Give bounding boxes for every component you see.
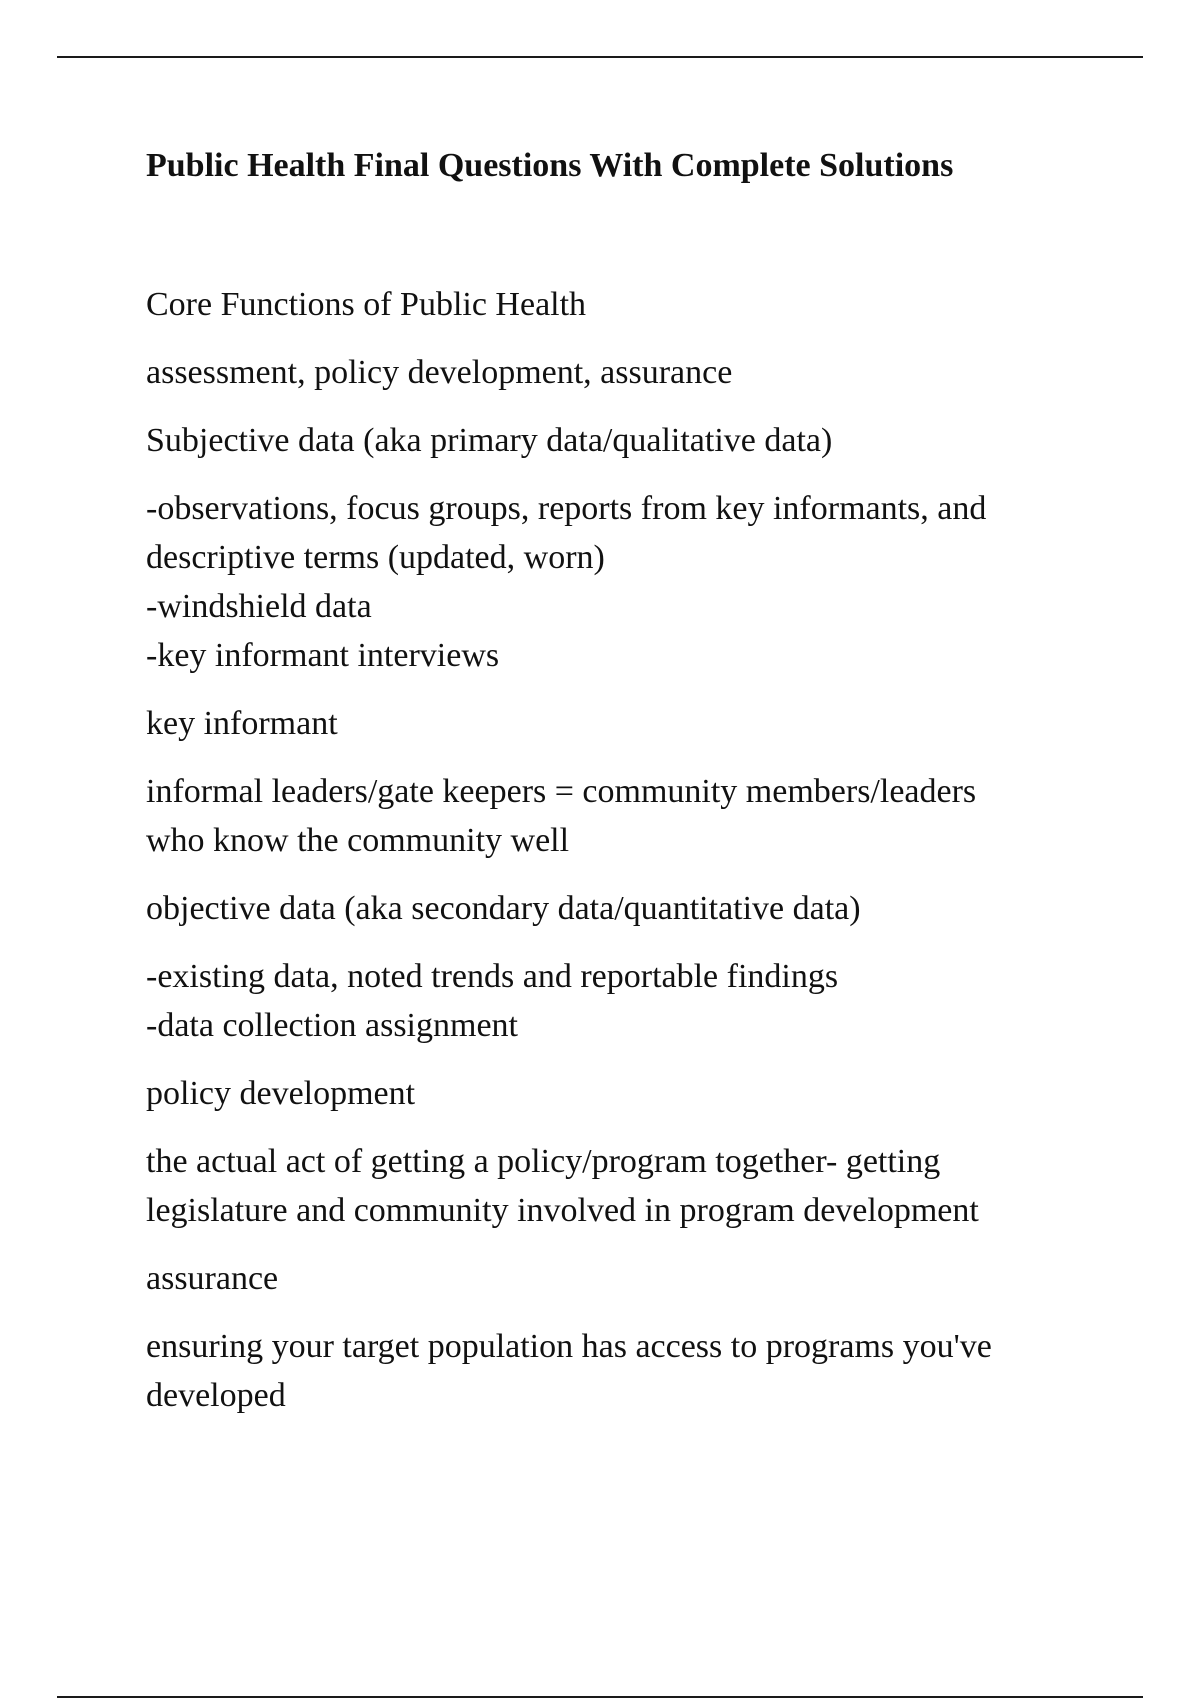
text-line: key informant — [146, 705, 338, 742]
text-line: assessment, policy development, assurance — [146, 354, 733, 391]
definition-subjective-data — [146, 484, 1076, 680]
text-line: informal leaders/gate keepers = community members/leaders — [146, 773, 977, 810]
text-line: who know the community well — [146, 822, 570, 859]
term-subjective-data — [146, 416, 1076, 465]
text-line: objective data (aka secondary data/quantitative data) — [146, 890, 861, 927]
text-line: the actual act of getting a policy/program together- getting — [146, 1143, 941, 1180]
term-policy-development — [146, 1069, 1076, 1118]
text-line: -key informant interviews — [146, 637, 500, 674]
text-line: Core Functions of Public Health — [146, 286, 587, 323]
bottom-rule — [57, 1696, 1143, 1698]
text-line: developed — [146, 1377, 286, 1414]
text-line: descriptive terms (updated, worn) — [146, 539, 605, 576]
text-line: -data collection assignment — [146, 1007, 518, 1044]
text-line: Subjective data (aka primary data/qualitative data) — [146, 422, 833, 459]
term-assurance — [146, 1254, 1076, 1303]
document-title: Public Health Final Questions With Complete Solutions — [146, 147, 954, 184]
definition-objective-data — [146, 952, 1076, 1050]
top-rule — [57, 56, 1143, 58]
term-objective-data — [146, 884, 1076, 933]
text-line: -observations, focus groups, reports from key informants, and — [146, 490, 987, 527]
definition-key-informant — [146, 767, 1076, 865]
text-line: -windshield data — [146, 588, 372, 625]
term-key-informant — [146, 699, 1076, 748]
text-line: assurance — [146, 1260, 279, 1297]
text-line: legislature and community involved in program development — [146, 1192, 979, 1229]
definition-assurance — [146, 1322, 1076, 1420]
definition-policy-development — [146, 1137, 1076, 1235]
text-line: -existing data, noted trends and reportable findings — [146, 958, 839, 995]
term-core-functions — [146, 280, 1076, 329]
question-answer-list — [146, 280, 1076, 1439]
text-line: policy development — [146, 1075, 416, 1112]
definition-core-functions — [146, 348, 1076, 397]
text-line: ensuring your target population has access to programs you've — [146, 1328, 992, 1365]
